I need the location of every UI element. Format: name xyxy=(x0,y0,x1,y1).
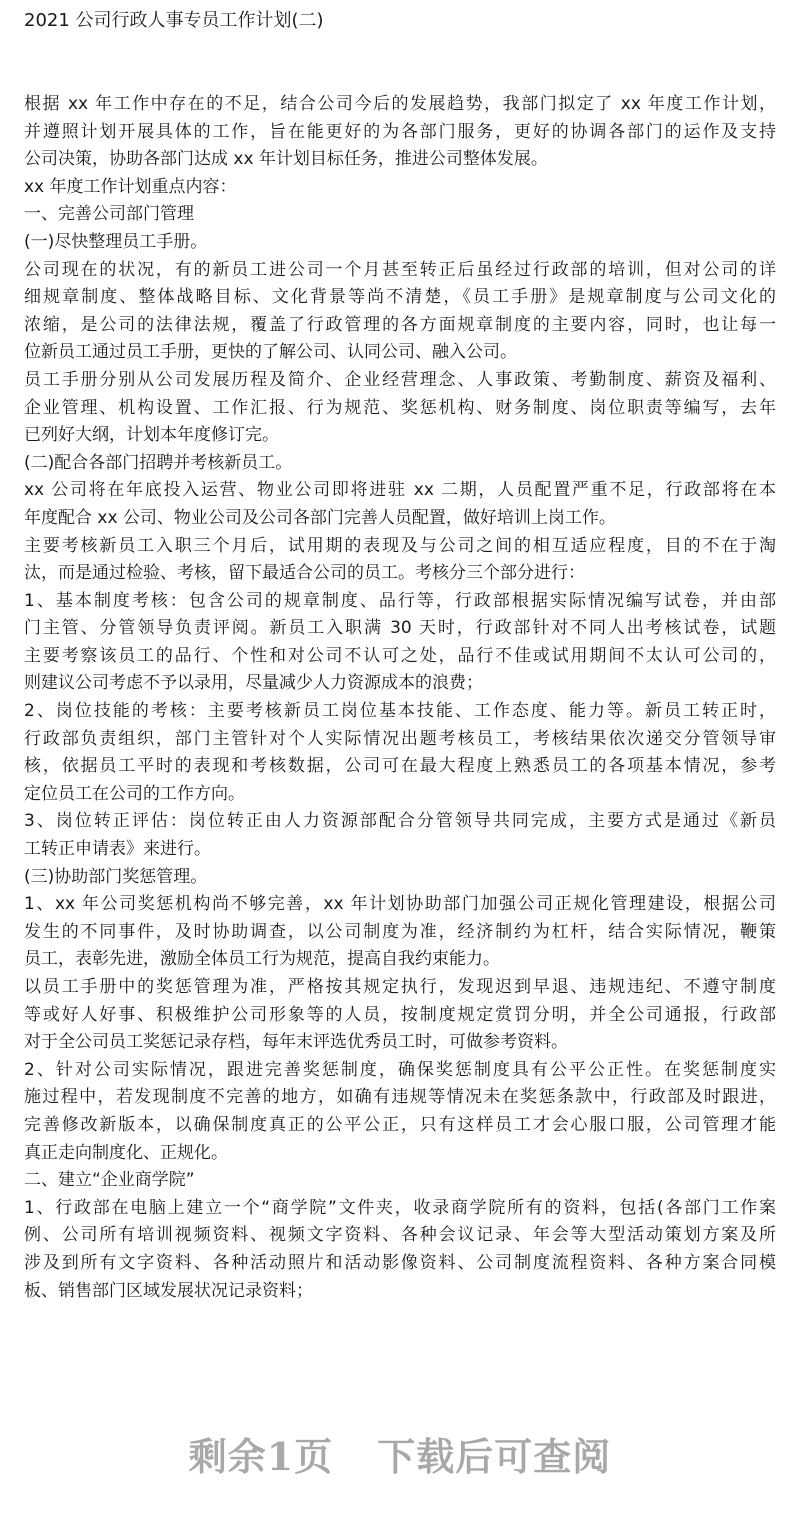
text-line: 主要考察该员工的品行、个性和对公司不认可之处，品行不佳或试用期间不太认可公司的， xyxy=(24,645,776,666)
text-line: 发生的不同事件，及时协助调查，以公司制度为准，经济制约为杠杆，结合实际情况，鞭策 xyxy=(24,921,776,942)
text-line: 对于全公司员工奖惩记录存档，每年末评选优秀员工时，可做参考资料。 xyxy=(24,1032,568,1053)
text-line: 等或好人好事、积极维护公司形象等的人员，按制度规定赏罚分明，并全公司通报，行政部 xyxy=(24,1004,776,1025)
text-line: 二、建立“企业商学院” xyxy=(24,1170,195,1191)
document-title: 2021 公司行政人事专员工作计划(二) xyxy=(24,10,324,31)
text-line: 施过程中，若发现制度不完善的地方，如确有违规等情况未在奖惩条款中，行政部及时跟进， xyxy=(24,1087,776,1108)
paragraph xyxy=(24,91,776,174)
text-line: 浓缩，是公司的法律法规，覆盖了行政管理的各方面规章制度的主要内容，同时，也让每一 xyxy=(24,314,776,335)
text-line: 真正走向制度化、正规化。 xyxy=(24,1142,228,1163)
text-line: 主要考核新员工入职三个月后，试用期的表现及与公司之间的相互适应程度，目的不在于淘 xyxy=(24,535,776,556)
text-line: 细规章制度、整体战略目标、文化背景等尚不清楚，《员工手册》是规章制度与公司文化的 xyxy=(24,287,776,308)
text-line: 员工，表彰先进，激励全体员工行为规范，提高自我约束能力。 xyxy=(24,949,500,970)
paragraph xyxy=(24,257,776,367)
text-line: 1、行政部在电脑上建立一个“商学院”文件夹，收录商学院所有的资料，包括(各部门工作案 xyxy=(24,1197,776,1218)
document-body xyxy=(24,91,776,1305)
download-banner[interactable] xyxy=(0,1426,800,1481)
paragraph xyxy=(24,588,776,698)
download-to-view-label[interactable]: 下载后可查阅 xyxy=(377,1434,612,1479)
text-line: 公司现在的状况，有的新员工进公司一个月甚至转正后虽经过行政部的培训，但对公司的详 xyxy=(24,259,776,280)
text-line: 门主管、分管领导负责评阅。新员工入职满 30 天时，行政部针对不同人出考核试卷，试题 xyxy=(24,618,776,639)
paragraph xyxy=(24,201,776,229)
text-line: 汰，而是通过检验、考核，留下最适合公司的员工。考核分三个部分进行： xyxy=(24,563,585,584)
text-line: 工转正申请表》来进行。 xyxy=(24,839,211,860)
paragraph xyxy=(24,698,776,808)
text-line: 核，依据员工平时的表现和考核数据，公司可在最大程度上熟悉员工的各项基本情况，参考 xyxy=(24,756,776,777)
text-line: 员工手册分别从公司发展历程及简介、企业经营理念、人事政策、考勤制度、薪资及福利、 xyxy=(24,369,776,390)
text-line: xx 年度工作计划重点内容： xyxy=(24,176,237,197)
text-line: 位新员工通过员工手册，更快的了解公司、认同公司、融入公司。 xyxy=(24,342,517,363)
paragraph xyxy=(24,808,776,863)
text-line: (二)配合各部门招聘并考核新员工。 xyxy=(24,452,293,473)
text-line: 年度配合 xx 公司、物业公司及公司各部门完善人员配置，做好培训上岗工作。 xyxy=(24,507,616,528)
text-line: 1、xx 年公司奖惩机构尚不够完善，xx 年计划协助部门加强公司正规化管理建设，根据公司 xyxy=(24,894,776,915)
text-line: 以员工手册中的奖惩管理为准，严格按其规定执行，发现迟到早退、违规违纪、不遵守制度 xyxy=(24,977,776,997)
paragraph xyxy=(24,864,776,892)
paragraph xyxy=(24,974,776,1057)
text-line: 完善修改新版本，以确保制度真正的公平公正，只有这样员工才会心服口服，公司管理才能 xyxy=(24,1114,776,1135)
text-line: 2、针对公司实际情况，跟进完善奖惩制度，确保奖惩制度具有公平公正性。在奖惩制度实 xyxy=(24,1059,776,1080)
text-line: xx 公司将在年底投入运营、物业公司即将进驻 xx 二期，人员配置严重不足，行政部将在本 xyxy=(24,480,776,501)
paragraph xyxy=(24,477,776,532)
paragraph xyxy=(24,229,776,257)
remaining-pages-label: 剩余1页 xyxy=(188,1434,334,1479)
text-line: 涉及到所有文字资料、各种活动照片和活动影像资料、公司制度流程资料、各种方案合同模 xyxy=(24,1252,776,1273)
text-line: 板、销售部门区域发展状况记录资料； xyxy=(24,1280,313,1301)
paragraph xyxy=(24,1057,776,1167)
text-line: 一、完善公司部门管理 xyxy=(24,204,194,225)
paragraph xyxy=(24,1167,776,1195)
text-line: 根据 xx 年工作中存在的不足，结合公司今后的发展趋势，我部门拟定了 xx 年度工作计划， xyxy=(24,94,776,114)
text-line: 3、岗位转正评估：岗位转正由人力资源部配合分管领导共同完成，主要方式是通过《新员 xyxy=(24,811,776,832)
paragraph xyxy=(24,533,776,588)
paragraph xyxy=(24,891,776,974)
text-line: 例、公司所有培训视频资料、视频文字资料、各种会议记录、年会等大型活动策划方案及所 xyxy=(24,1225,776,1246)
text-line: (一)尽快整理员工手册。 xyxy=(24,231,208,252)
text-line: 1、基本制度考核：包含公司的规章制度、品行等，行政部根据实际情况编写试卷，并由部 xyxy=(24,590,776,611)
text-line: 已列好大纲，计划本年度修订完。 xyxy=(24,425,279,446)
paragraph xyxy=(24,367,776,450)
text-line: 行政部负责组织，部门主管针对个人实际情况出题考核员工，考核结果依次递交分管领导审 xyxy=(24,728,776,749)
text-line: 并遵照计划开展具体的工作，旨在能更好的为各部门服务，更好的协调各部门的运作及支持 xyxy=(24,121,776,142)
text-line: 则建议公司考虑不予以录用，尽量减少人力资源成本的浪费； xyxy=(24,673,483,694)
text-line: (三)协助部门奖惩管理。 xyxy=(24,866,208,887)
text-line: 企业管理、机构设置、工作汇报、行为规范、奖惩机构、财务制度、岗位职责等编写，去年 xyxy=(24,397,776,418)
text-line: 2、岗位技能的考核：主要考核新员工岗位基本技能、工作态度、能力等。新员工转正时， xyxy=(24,701,776,722)
paragraph xyxy=(24,1195,776,1305)
paragraph xyxy=(24,450,776,478)
paragraph xyxy=(24,174,776,202)
text-line: 定位员工在公司的工作方向。 xyxy=(24,783,245,804)
text-line: 公司决策，协助各部门达成 xx 年计划目标任务，推进公司整体发展。 xyxy=(24,149,548,170)
